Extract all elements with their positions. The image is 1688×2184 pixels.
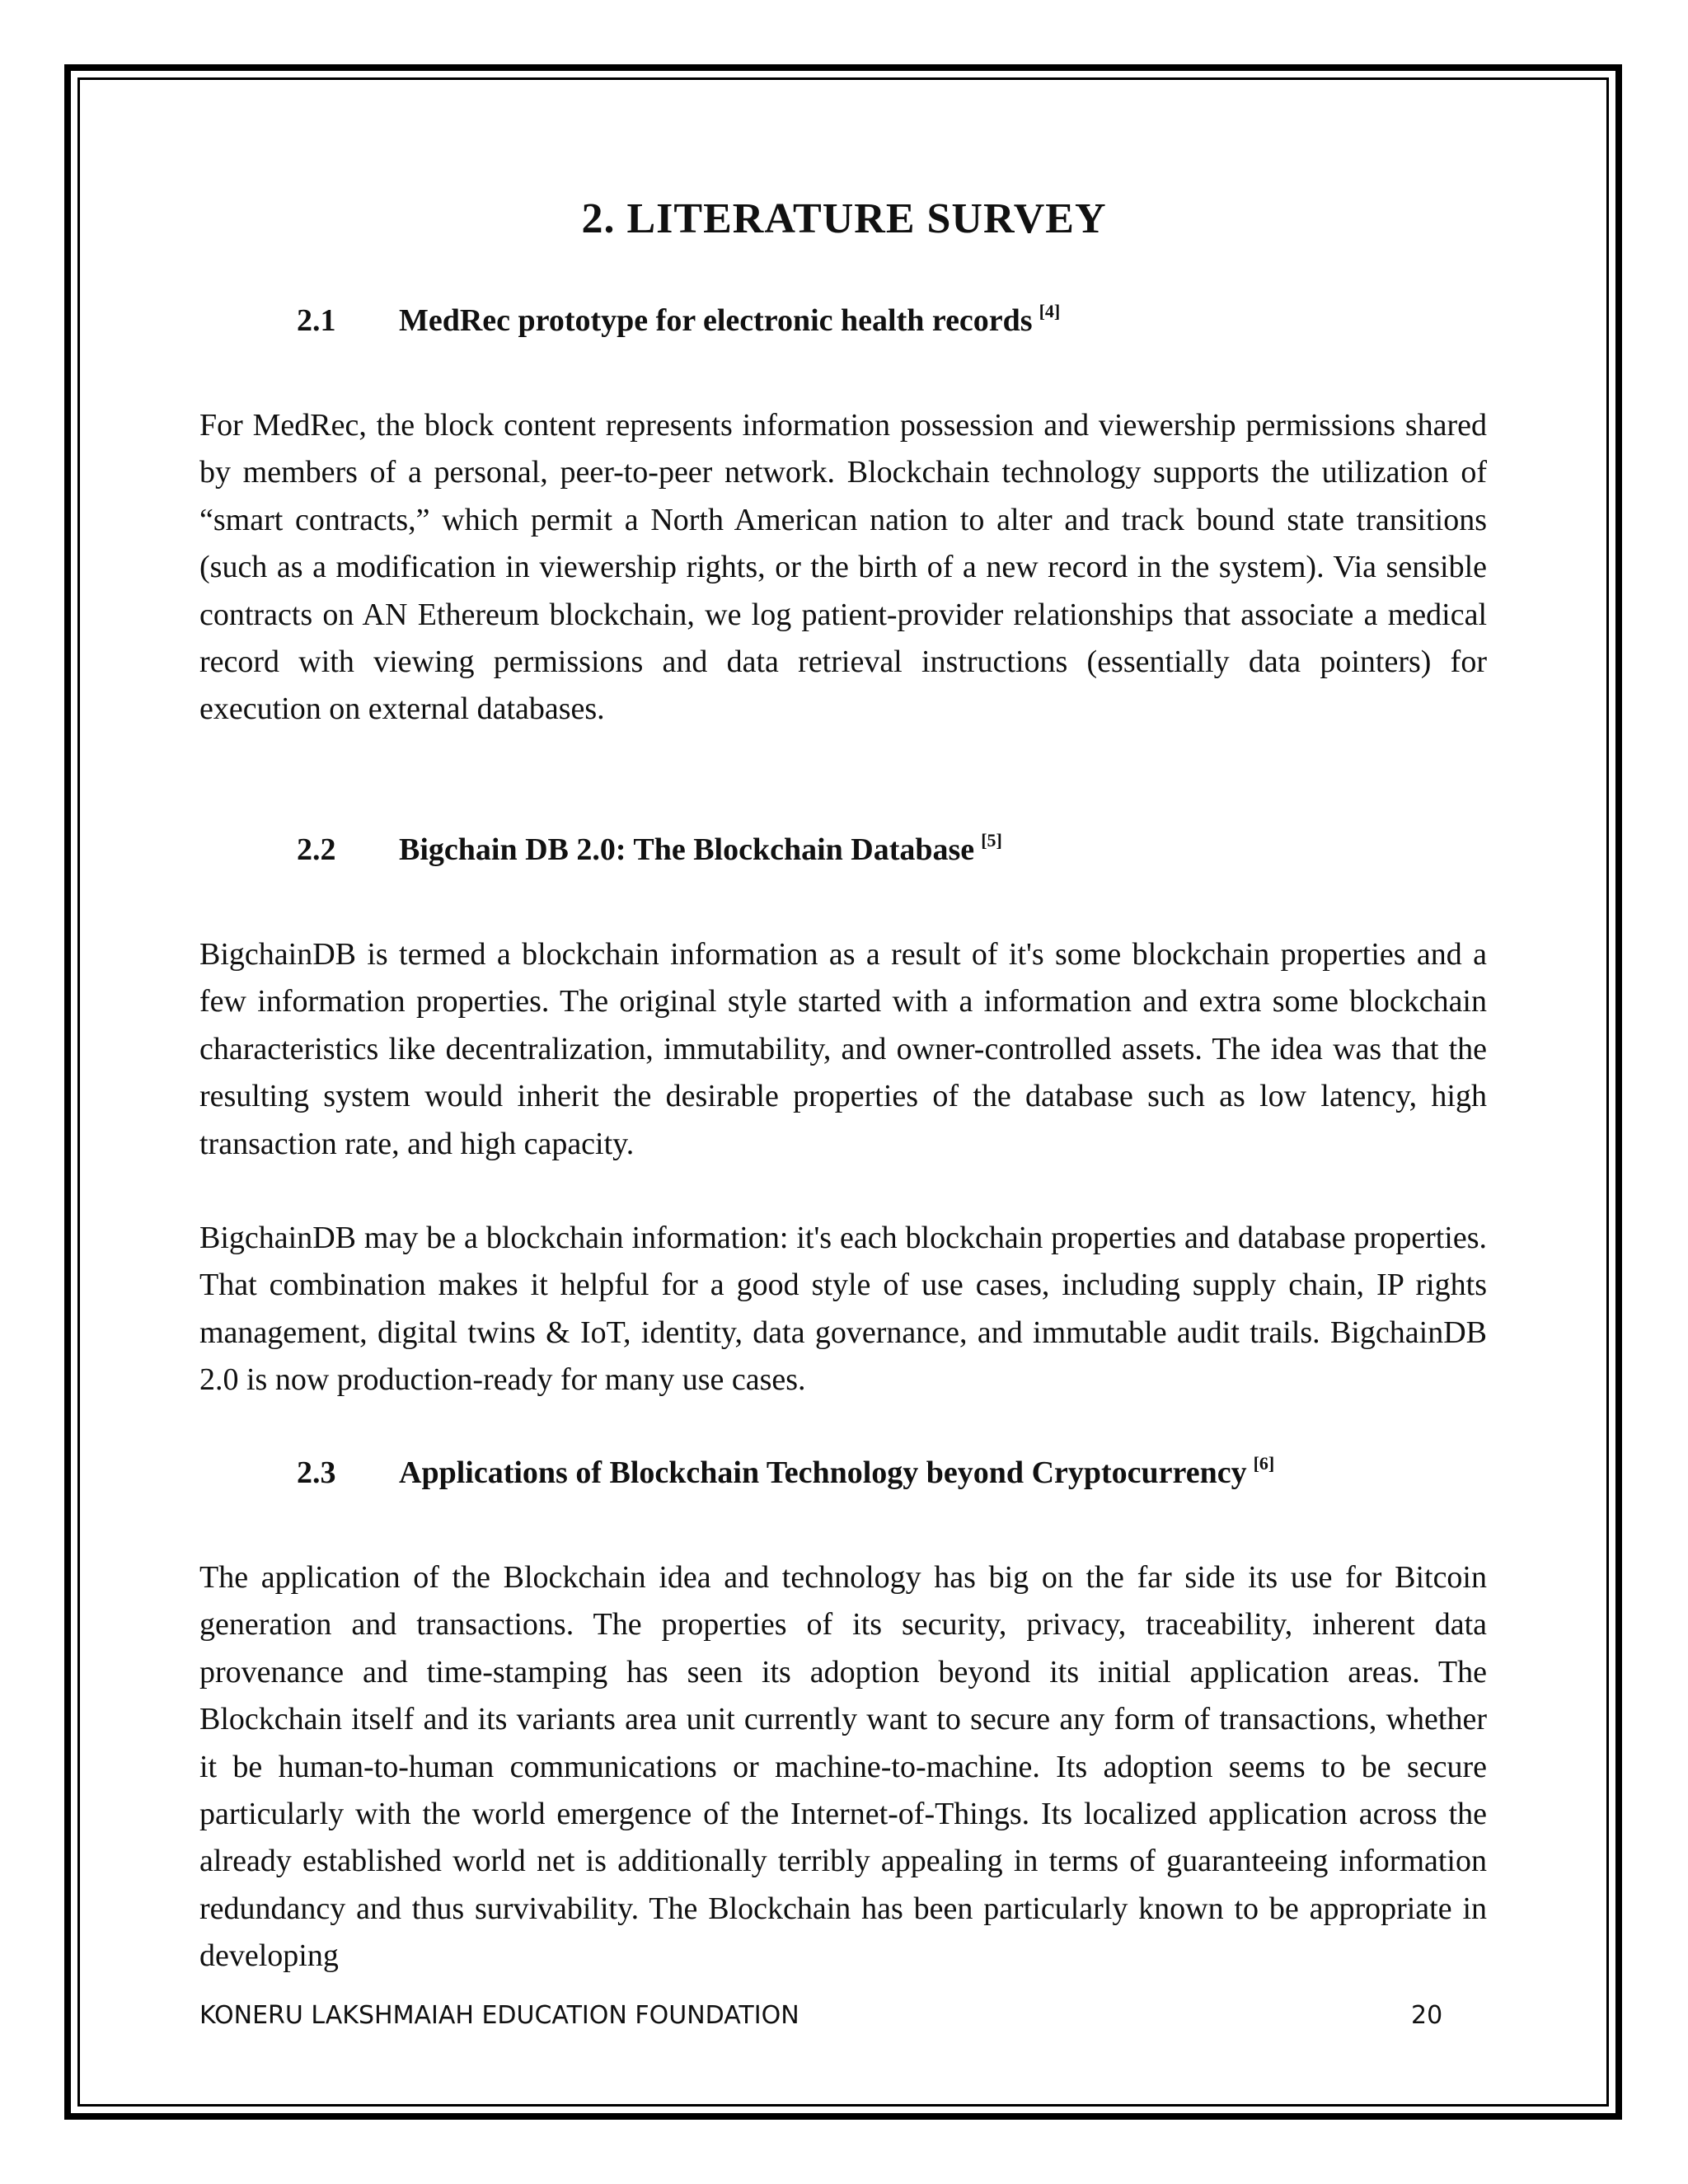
footer-page-number: 20 (1411, 2001, 1443, 2030)
paragraph-bigchaindb-2: BigchainDB may be a blockchain information: it's each blockchain properties and database properties. That combination makes it helpful for a good style of use cases, including supply chain, IP rights management, digital twins & IoT, identity, data governance, and immutable audit trails. BigchainDB 2.0 is now production-ready for many use cases. (199, 1221, 1487, 1398)
paragraph-medrec: For MedRec, the block content represents information possession and viewership permissions shared by members of a personal, peer-to-peer network. Blockchain technology supports the utilization of “smart contracts,” which permit a North American nation to alter and track bound state transitions (such as a modification in viewership rights, or the birth of a new record in the system). Via sensible contracts on AN Ethereum blockchain, we log patient-provider relationships that associate a medical record with viewing permissions and data retrieval instructions (essentially data pointers) for execution on external databases. (199, 408, 1487, 727)
section-title: MedRec prototype for electronic health records (399, 303, 1033, 338)
paragraph-blockchain-applications: The application of the Blockchain idea and technology has big on the far side its use for Bitcoin generation and transactions. The properties of its security, privacy, traceability, inherent data provenance and time-stamping has seen its adoption beyond its initial application areas. The Blockchain itself and its variants area unit currently want to secure any form of transactions, whether it be human-to-human communications or machine-to-machine. Its adoption seems to be secure particularly with the world emergence of the Internet-of-Things. Its localized application across the already established world net is additionally terribly appealing in terms of guaranteeing information redundancy and thus survivability. The Blockchain has been particularly known to be appropriate in developing (199, 1560, 1487, 1974)
section-heading-2-2 (297, 830, 1002, 868)
section-number: 2.1 (297, 303, 336, 338)
footer-organization: KONERU LAKSHMAIAH EDUCATION FOUNDATION (199, 2001, 799, 2030)
citation-ref: [4] (1039, 301, 1061, 321)
section-heading-2-1 (297, 301, 1060, 339)
paragraph-bigchaindb-1: BigchainDB is termed a blockchain information as a result of it's some blockchain properties and a few information properties. The original style started with a information and extra some blockchain characteristics like decentralization, immutability, and owner-controlled assets. The idea was that the resulting system would inherit the desirable properties of the database such as low latency, high transaction rate, and high capacity. (199, 937, 1487, 1161)
section-heading-2-3 (297, 1453, 1274, 1491)
section-title: Bigchain DB 2.0: The Blockchain Database (399, 832, 975, 867)
section-number: 2.2 (297, 832, 336, 867)
citation-ref: [6] (1253, 1453, 1275, 1474)
citation-ref: [5] (981, 830, 1002, 851)
page-title: 2. LITERATURE SURVEY (581, 195, 1107, 242)
section-number: 2.3 (297, 1455, 336, 1490)
section-title: Applications of Blockchain Technology beyond Cryptocurrency (399, 1455, 1247, 1490)
